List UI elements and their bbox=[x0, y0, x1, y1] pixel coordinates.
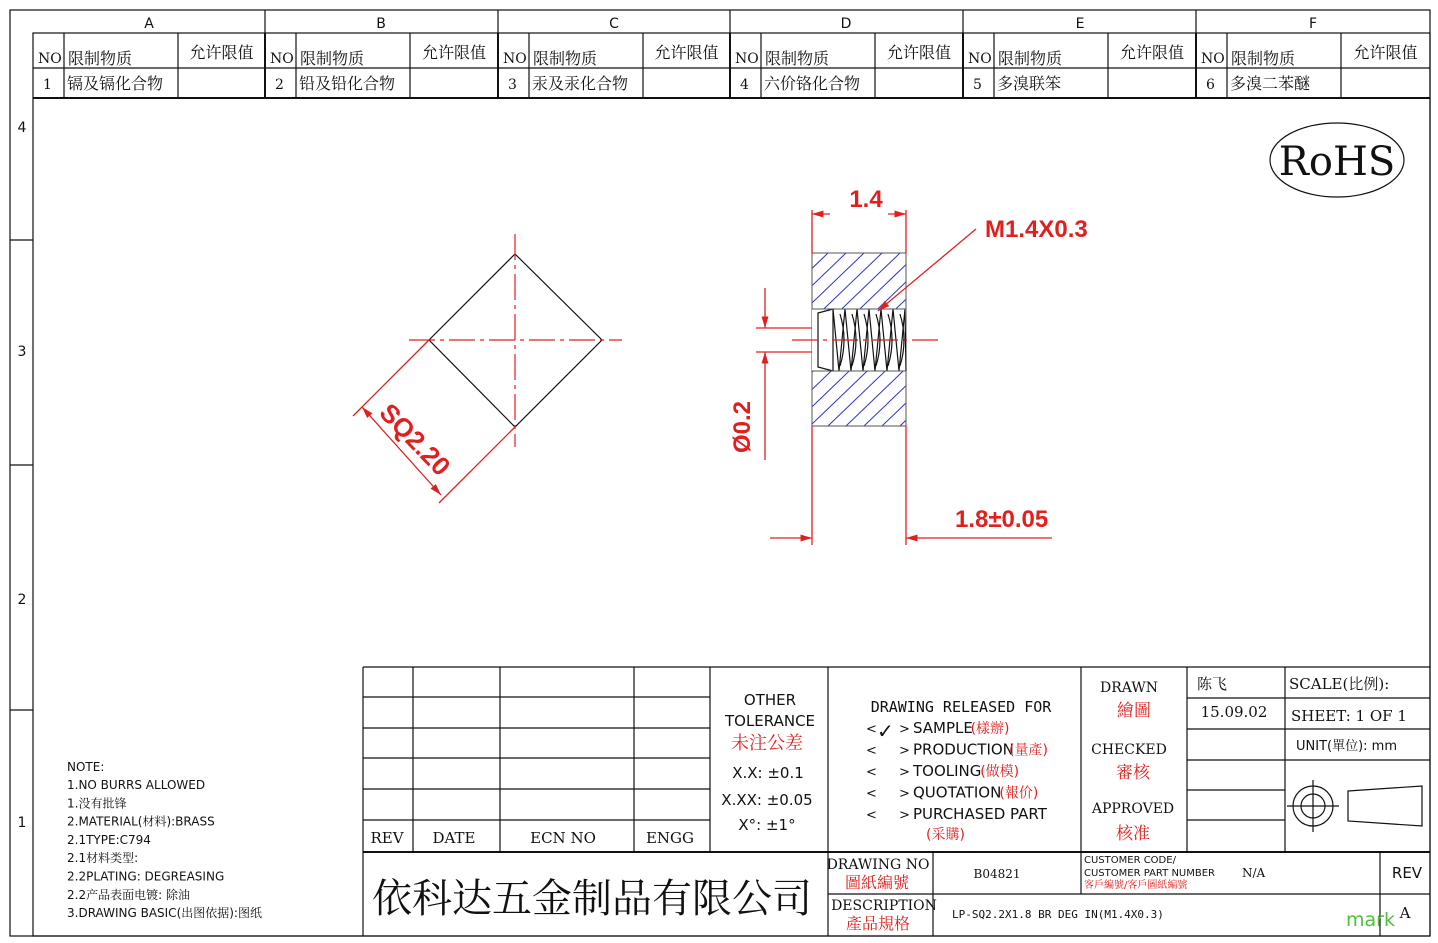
approved-label: APPROVED bbox=[1091, 801, 1175, 817]
drawing-no-label-cn: 圖紙編號 bbox=[844, 873, 910, 892]
zone-row-2: 2 bbox=[17, 592, 27, 608]
dim-thread: M1.4X0.3 bbox=[985, 216, 1088, 243]
note-line: 2.2产品表面电镀: 除油 bbox=[67, 887, 190, 902]
customer-label-cn: 客戶編號/客戶圖紙編號 bbox=[1084, 880, 1188, 891]
substance-limit-header: 允许限值 bbox=[1353, 43, 1418, 62]
release-title: DRAWING RELEASED FOR bbox=[870, 698, 1052, 716]
column-zones bbox=[144, 10, 1317, 33]
substance-limit-header: 允许限值 bbox=[421, 43, 487, 62]
tolerance-title-cn: 未注公差 bbox=[731, 733, 803, 754]
rohs-badge bbox=[1270, 123, 1404, 197]
substance-limit-header: 允许限值 bbox=[886, 43, 952, 62]
release-item-label-cn: (采購) bbox=[926, 827, 965, 843]
release-item-label-cn: (樣辦) bbox=[970, 721, 1010, 737]
note-line: 1.NO BURRS ALLOWED bbox=[67, 778, 206, 792]
release-bracket-open: < bbox=[866, 786, 877, 802]
tolerance-xxx: X.XX: ±0.05 bbox=[721, 791, 813, 809]
substance-name: 铅及铅化合物 bbox=[299, 74, 396, 93]
dim-square: SQ2.20 bbox=[373, 397, 457, 482]
release-bracket-open: < bbox=[866, 722, 877, 737]
release-bracket-open: < bbox=[866, 765, 877, 780]
substance-no-header: NO bbox=[1201, 51, 1225, 67]
approved-label-cn: 核准 bbox=[1116, 824, 1150, 844]
zone-row-4: 4 bbox=[17, 120, 27, 136]
ecn-header: ECN NO bbox=[530, 829, 596, 847]
substance-no-header: NO bbox=[270, 51, 294, 67]
release-bracket-close: > bbox=[899, 808, 910, 823]
release-item-label: PURCHASED PART bbox=[913, 805, 1047, 823]
outer-frame bbox=[10, 10, 1430, 936]
substance-limit-header: 允许限值 bbox=[654, 43, 719, 62]
substance-name: 汞及汞化合物 bbox=[532, 74, 629, 93]
substance-header: 限制物质 bbox=[68, 49, 133, 68]
rev-block-label: REV bbox=[1391, 864, 1423, 882]
substance-no: 4 bbox=[740, 77, 749, 93]
check-mark-icon: ✓ bbox=[877, 719, 894, 743]
rohs-label: RoHS bbox=[1278, 139, 1396, 185]
zone-col-d: D bbox=[840, 16, 852, 32]
substance-no-header: NO bbox=[968, 51, 992, 67]
note-line: 3.DRAWING BASIC(出图依据):图纸 bbox=[67, 906, 262, 921]
substance-name: 镉及镉化合物 bbox=[67, 74, 164, 93]
release-bracket-open: < bbox=[866, 743, 877, 759]
release-item-label: QUOTATION bbox=[913, 783, 1002, 802]
zone-col-c: C bbox=[609, 16, 619, 32]
front-view bbox=[353, 234, 622, 503]
substance-name: 多溴联笨 bbox=[997, 74, 1062, 93]
note-line: 2.MATERIAL(材料):BRASS bbox=[67, 814, 215, 829]
revision-headers bbox=[370, 829, 694, 847]
tolerance-title-2: TOLERANCE bbox=[724, 712, 816, 730]
substance-limit-header: 允许限值 bbox=[189, 43, 254, 62]
substance-no: 6 bbox=[1206, 77, 1215, 93]
customer-value: N/A bbox=[1242, 866, 1266, 880]
substance-name: 六价铬化合物 bbox=[764, 74, 861, 93]
release-item-label: SAMPLE bbox=[913, 719, 973, 737]
row-zones bbox=[10, 120, 33, 831]
drawn-date: 15.09.02 bbox=[1200, 703, 1268, 721]
note-line: 1.没有批锋 bbox=[67, 796, 127, 811]
zone-row-1: 1 bbox=[17, 815, 27, 831]
zone-col-a: A bbox=[144, 16, 154, 32]
note-line: 2.1材料类型: bbox=[67, 851, 139, 866]
substance-no-header: NO bbox=[503, 51, 527, 67]
drawn-label-cn: 繪圖 bbox=[1117, 701, 1151, 721]
description-label: DESCRIPTION bbox=[831, 898, 937, 914]
dim-dia: Ø0.2 bbox=[729, 400, 756, 453]
company-name: 依科达五金制品有限公司 bbox=[372, 876, 812, 922]
substance-no: 2 bbox=[275, 77, 284, 93]
release-item-label: PRODUCTION bbox=[913, 740, 1014, 759]
release-bracket-close: > bbox=[899, 765, 910, 780]
zone-row-3: 3 bbox=[17, 344, 27, 360]
release-bracket-close: > bbox=[899, 786, 910, 802]
description-value: LP-SQ2.2X1.8 BR DEG IN(M1.4X0.3) bbox=[952, 908, 1164, 921]
substance-name: 多溴二苯醚 bbox=[1230, 74, 1311, 93]
drawn-by: 陈飞 bbox=[1197, 675, 1228, 693]
checked-label-cn: 審核 bbox=[1116, 763, 1150, 783]
zone-col-e: E bbox=[1075, 16, 1085, 32]
release-block bbox=[866, 698, 1052, 843]
scale-label: SCALE(比例): bbox=[1289, 675, 1390, 693]
tolerance-angle: X°: ±1° bbox=[738, 816, 796, 834]
projection-symbol-icon bbox=[1287, 780, 1422, 832]
drawn-label: DRAWN bbox=[1100, 680, 1158, 696]
drawing-no-value: B04821 bbox=[973, 867, 1021, 881]
section-view bbox=[612, 186, 1098, 545]
date-header: DATE bbox=[432, 829, 476, 847]
drawing-number-block bbox=[827, 857, 1021, 892]
substance-limit-header: 允许限值 bbox=[1119, 43, 1185, 62]
checked-label: CHECKED bbox=[1091, 742, 1167, 758]
dim-width: 1.4 bbox=[849, 186, 883, 213]
substance-table bbox=[33, 33, 1430, 98]
description-block bbox=[831, 898, 1164, 933]
release-item-label: TOOLING bbox=[913, 762, 982, 780]
customer-label-1: CUSTOMER CODE/ bbox=[1084, 855, 1176, 866]
watermark: mark bbox=[1346, 909, 1395, 931]
unit-label: UNIT(單位): mm bbox=[1296, 739, 1397, 754]
release-item-label-cn: (報价) bbox=[999, 785, 1039, 802]
substance-no: 5 bbox=[973, 77, 982, 93]
sheet-label: SHEET: 1 OF 1 bbox=[1291, 707, 1407, 725]
customer-block bbox=[1084, 855, 1266, 891]
substance-header: 限制物质 bbox=[765, 49, 830, 68]
release-item-label-cn: (量產) bbox=[1009, 742, 1048, 759]
substance-header: 限制物质 bbox=[1231, 49, 1296, 68]
description-label-cn: 產品規格 bbox=[845, 914, 911, 933]
drawing-no-label: DRAWING NO bbox=[826, 857, 930, 873]
engg-header: ENGG bbox=[645, 829, 695, 847]
customer-label-2: CUSTOMER PART NUMBER bbox=[1084, 868, 1215, 879]
notes-block bbox=[67, 760, 262, 920]
zone-col-f: F bbox=[1308, 16, 1318, 32]
substance-no-header: NO bbox=[38, 51, 62, 67]
substance-no: 3 bbox=[508, 77, 517, 93]
tolerance-block bbox=[721, 691, 815, 834]
rev-block-value: A bbox=[1399, 904, 1411, 922]
rev-header: REV bbox=[370, 829, 404, 847]
release-bracket-close: > bbox=[899, 722, 910, 737]
substance-header: 限制物质 bbox=[300, 49, 365, 68]
note-line: 2.1TYPE:C794 bbox=[67, 832, 151, 847]
release-bracket-open: < bbox=[866, 808, 877, 823]
substance-header: 限制物质 bbox=[533, 49, 598, 68]
tolerance-title-1: OTHER bbox=[743, 691, 797, 709]
substance-no: 1 bbox=[43, 77, 52, 93]
release-item-label-cn: (做模) bbox=[980, 764, 1020, 780]
tolerance-xx: X.X: ±0.1 bbox=[732, 764, 804, 782]
notes-title: NOTE: bbox=[67, 760, 105, 774]
substance-header: 限制物质 bbox=[998, 49, 1063, 68]
release-bracket-close: > bbox=[899, 743, 910, 759]
substance-no-header: NO bbox=[735, 51, 759, 67]
zone-col-b: B bbox=[376, 16, 386, 32]
dim-length: 1.8±0.05 bbox=[955, 506, 1049, 533]
note-line: 2.2PLATING: DEGREASING bbox=[67, 869, 225, 884]
